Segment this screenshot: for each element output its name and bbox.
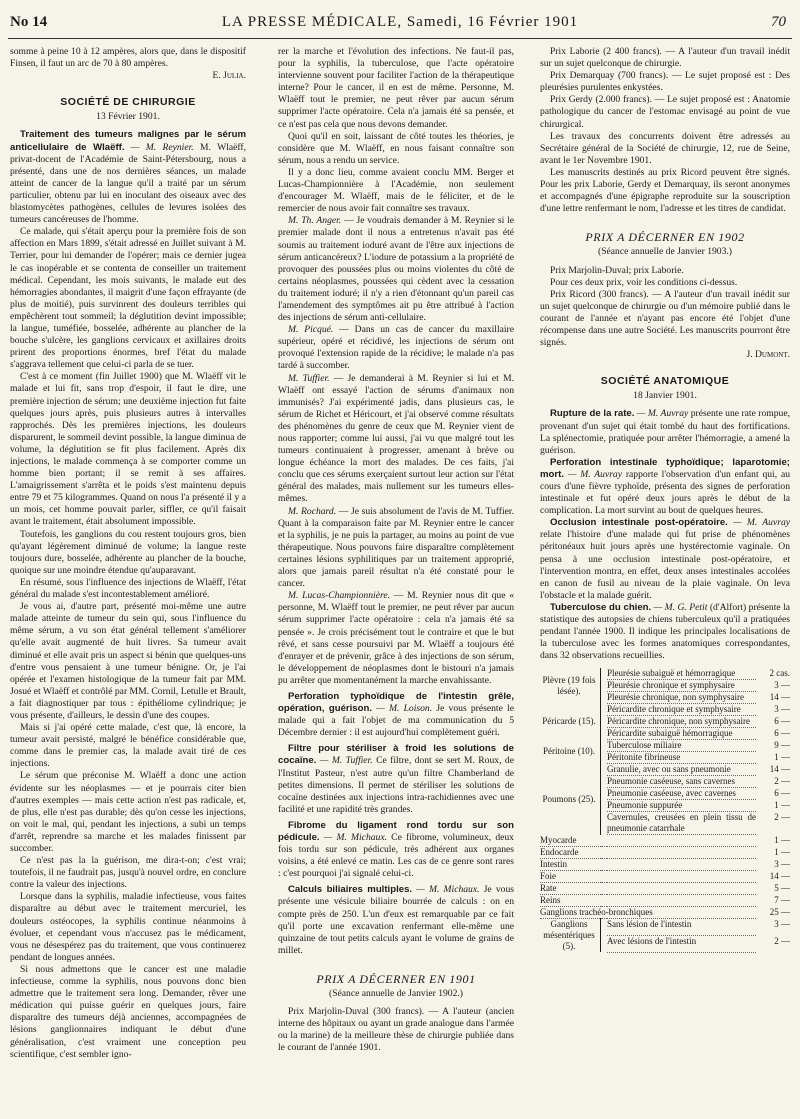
discussion-rochard: M. Rochard. — Je suis absolument de l'avis de M. Tuffier. Quant à la comparaison faite par M. Reynier entre le cancer et la syphilis, je ne puis la partager, au moins au point de vue thérapeutique. Nous pouvons faire disparaître complètement certaines lésions syphilitiques par un traitement approprié, alors que jamais pareil résultat n'a été constaté pour le cancer. [278,505,514,590]
speaker-name: M. Tuffier. [288,372,330,384]
stat-label: Myocarde [540,835,756,847]
stat-group-label: Péritoine (10). [543,746,595,757]
intro-text: somme à peine 10 à 12 ampères, alors que, dans le dispositif Finsen, il faut un arc de 70 à 80 ampères. [10,46,246,70]
discussion-picque: M. Picqué. — Dans un cas de cancer du maxillaire supérieur, opéré et récidivé, les injections de sérum ont provoqué l'extension rapide de la récidive; le malade n'a pas tardé à succomber. [278,324,514,372]
page-number: 70 [771,14,786,30]
paragraph: Lorsque dans la syphilis, maladie infectieuse, vous faites disparaître au début avec le traitement mercuriel, les douleurs ostéocopes, la syphilis continue néanmoins à évoluer, et cependant vous n'accusez pas le médicament, vous ne désespérez pas du traitement, que vous continuerez pendant de longues années. [10,891,246,963]
section-heading-chirurgie: SOCIÉTÉ DE CHIRURGIE [60,96,196,109]
stat-count: 14 — [769,870,790,881]
paragraph: Quoi qu'il en soit, laissant de côté toutes les théories, je considère que M. Wlaëff, en nous faisant connaître son sérum, nous a rendu un service. [278,130,514,166]
table-row [540,835,790,847]
stat-count: 1 — [774,834,790,845]
stat-label: Endocarde [540,847,756,859]
stat-count: 2 cas. [769,668,790,679]
paragraph: Pour ces deux prix, voir les conditions ci-dessus. [550,276,738,288]
communication-auvray-occlusion: Occlusion intestinale post-opératoire. — M. Auvray relate l'histoire d'une malade qui fut prise de phénomènes péritonéaux huit jours après une hystérectomie vaginale. On pensa à une occlusion intestinale post-opératoire, et l'intervention montra, en effet, deux anses intestinales accolées en canon de fusil au niveau de la plaie vaginale. On leva l'obstacle et la malade guérit. [540,517,790,601]
stat-label: Intestin [540,859,756,871]
stat-count: 2 — [774,775,790,786]
section-date: 18 Janvier 1901. [633,390,697,402]
article-author: — M. Reynier. [130,141,194,153]
table-row [540,883,790,895]
stat-count: 3 — [774,918,790,929]
stat-count: 1 — [774,799,790,810]
discussion-anger: M. Th. Anger. — Je voudrais demander à M. Reynier si le premier malade dont il nous a entretenus n'avait pas été soumis au traitement ioduré avant de l'être aux injections de sérum anticancéreux? L'iodure de potassium a la propriété de provoquer des poussées plus ou moins violentes du côté de certains néoplasmes, poussées qui cèdent avec la cessation du traitement ioduré; il n'y a rien d'étonnant qu'un pareil cas l'amendement des symptômes ait pu être attribué à l'action des injections de sérum anti-cellulaire. [278,215,514,324]
paragraph: rer la marche et l'évolution des infections. Ne faut-il pas, pour la syphilis, la tuberculose, que l'acte opératoire intervienne souvent pour faciliter l'action de la thérapeutique interne? Pour le cancer, il en est de même. Personne, M. Wlaëff tout le premier, ne peut rêver par aucun sérum supprimer l'acte opératoire. Cela n'a jamais été sa pensée, et ce n'est pas cela que nous devons demander. [278,46,514,130]
stat-label: Tuberculose miliaire [607,740,756,752]
paragraph: Prix Marjolin-Duval; prix Laborie. [550,264,684,276]
paragraph: Il y a donc lieu, comme avaient conclu MM. Berger et Lucas-Championnière à l'Académie, non seulement d'encourager M. Wlaëff, mais de le féliciter, et de le remercier de nous avoir fait connaître ses travaux. [278,166,514,215]
column-1 [10,46,246,1114]
column-2 [278,46,514,1114]
stat-label: Granulie, avec ou sans pneumonie [607,764,756,776]
paragraph: Mais si j'ai opéré cette malade, c'est que, là encore, la tumeur avait persisté, malgré le bénéfice considérable que, comme dans le premier cas, la malade avait tiré de ces injections. [10,722,246,770]
column-3 [540,46,790,1114]
stat-count: 6 — [774,787,790,798]
stat-count: 25 — [769,906,790,917]
prix-1902-heading: PRIX A DÉCERNER EN 1902 [585,230,745,245]
table-row [540,895,790,907]
stat-label: Rate [540,883,756,895]
tuberculosis-statistics-table [540,668,790,953]
stat-label: Pneumonie caséeuse, sans cavernes [607,776,756,788]
stat-label: Péritonite fibrineuse [607,752,756,764]
paragraph: Les travaux des concurrents doivent être adressés au Secrétaire général de la Société de chirurgie, 12, rue de Seine, avant le 1er Novembre 1901. [540,130,790,166]
table-row [540,871,790,883]
prix-laborie: Prix Laborie (2 400 francs). — A l'auteur d'un travail inédit sur un sujet quelconque de chirurgie. [540,46,790,70]
prix-demarquay: Prix Demarquay (700 francs). — Le sujet proposé est : Des pleurésies purulentes enkystées. [540,70,790,94]
article-title: Traitement des tumeurs malignes par le sérum anticellulaire de Wlaëff. [10,129,246,153]
paragraph: Prix Ricord (300 francs). — A l'auteur d'un travail inédit sur un sujet quelconque de chirurgie ou d'un mémoire publié dans le courant de l'année et n'ayant pas encore été l'objet d'une récompense dans une autre Société. Les manuscrits pourront être signés. [540,288,790,349]
paragraph: Ce n'est pas la la guérison, me dira-t-on; c'est vrai; toutefois, il ne faudrait pas, jusqu'à nouvel ordre, en conclure contre la valeur des injections. [10,855,246,891]
stat-count: 14 — [769,763,790,774]
signature-dumont: J. Dumont. [746,349,790,361]
stat-group-label: Péricarde (15). [542,716,596,727]
stat-count: 3 — [774,679,790,690]
table-row [540,704,790,716]
table-row [540,668,790,680]
prix-gerdy: Prix Gerdy (2.000 francs). — Le sujet proposé est : Anatomie pathologique du cancer de l'estomac envisagé au point de vue chirurgical. [540,94,790,130]
article-paragraph: Traitement des tumeurs malignes par le sérum anticellulaire de Wlaëff. — M. Reynier. M. Wlaëff, privat-docent de l'Académie de Saint-Pétersbourg, nous a présenté, dans une de nos dernières séances, un malade atteint de cancer de la langue qu'il a traité par un sérum particulier, obtenu par lui en inoculant des oiseaux avec des blastomycètes pathogènes, cellules de levures isolées des tumeurs cancéreuses de l'homme. [10,129,246,226]
stat-label: Pneumonie suppurée [607,800,756,812]
paragraph: Si nous admettons que le cancer est une maladie infectieuse, comme la syphilis, nous pouvons donc bien admettre que le traitement sera long. Demander, rêver une médication qui puisse guérir en quelques jours, faire disparaître des tumeurs déjà anciennes, accompagnées de lésions ganglionnaires indiquant le début d'une généralisation, c'est vraiment une conception peu scientifique, c'est sembler igno- [10,963,246,1060]
paragraph: En résumé, sous l'influence des injections de Wlaëff, l'état général du malade s'est incontestablement amélioré. [10,576,246,601]
stat-count: 14 — [769,691,790,702]
stat-label: Sans lésion de l'intestin [607,919,756,936]
stat-count: 7 — [774,894,790,905]
paragraph: Ce malade, qui s'était aperçu pour la première fois de son affection en Mars 1899, s'était adressé en Juillet suivant à M. Terrier, pour lui demander de l'opérer; mais ce dernier jugea le cas inopérable et se contenta de conseiller un traitement médical. Cependant, les mois suivants, le malade eut des hémorragies abondantes, il maigrit d'une façon effrayante (de plus de moitié), puis survinrent des douleurs terribles qui empêchèrent tout sommeil; la déglutition devint impossible; la langue, tuméfiée, bosselée, adhérente au plancher de la bouche s'ulcère, les ganglions cervicaux et axillaires droits prirent des proportions énormes, bref l'état du malade s'aggrava tellement que celui-ci parla de se tuer. [10,226,246,371]
stat-label: Avec lésions de l'intestin [607,936,756,953]
table-row [540,764,790,776]
intro-signature: E. Julia. [212,70,246,82]
stat-group-label: Poumons (25). [542,793,596,804]
issue-number: No 14 [10,14,48,30]
stat-count: 9 — [774,739,790,750]
stat-count: 6 — [774,727,790,738]
table-row [540,859,790,871]
stat-count: 1 — [774,751,790,762]
stat-label: Pleurésie chronique, non symphysaire [607,692,756,704]
prix-1902-subtitle: (Séance annuelle de Janvier 1903.) [598,246,732,258]
stat-group-label: Ganglions mésentériques (5). [543,919,595,952]
paragraph: Le sérum que préconise M. Wlaëff a donc une action évidente sur les néoplasmes — et je pourrais citer bien d'autres exemples — mais cette action n'est pas radicale, et, de plus, elle n'est pas durable; dès qu'on cesse les injections, on voit le mal, qui, pendant les injections, a subi un temps d'arrêt, reprendre sa marche et les malades finissent par succomber. [10,770,246,854]
section-date: 13 Février 1901. [96,111,160,123]
stat-label: Péricardite chronique et symphysaire [607,704,756,716]
header-rule [8,38,792,39]
speaker-name: M. Th. Anger. [288,215,342,227]
journal-title: LA PRESSE MÉDICALE, Samedi, 16 Février 1901 [221,14,579,30]
stat-label: Pneumonie caséeuse, avec cavernes [607,788,756,800]
speaker-name: M. Picqué. [288,324,334,336]
communication-michaux-calculs: Calculs biliaires multiples. — M. Michaux. Je vous présente une vésicule biliaire bourrée de calculs : on en compte près de 250. L'un d'eux est remarquable par ce fait qu'il porte une excavation renfermant elle-même une quinzaine de tout petits calculs ayant le volume de grains de millet. [278,884,514,956]
discussion-lucas: M. Lucas-Championnière. — M. Reynier nous dit que « personne, M. Wlaëff tout le premier, ne peut rêver par aucun sérum supprimer l'acte opératoire : cela n'a jamais été sa pensée ». Je crois précisément tout le contraire et que le but rêvé, et sans cesse poursuivi par M. Wlaëff a toujours été d'enrayer et de prévenir, grâce à des injections de son sérum, le développement de néoplasmes dont le bistouri n'a jamais pu arrêter que momentanément la marche envahissante. [278,590,514,686]
prix-1901-heading: PRIX A DÉCERNER EN 1901 [316,971,476,986]
stat-count: 5 — [774,882,790,893]
table-row [540,907,790,919]
speaker-name: M. Lucas-Championnière. [288,590,390,602]
speaker-name: M. Rochard. [288,505,337,517]
communication-loison: Perforation typhoïdique de l'intestin grêle, opération, guérison. — M. Loison. Je vous présente le malade qui a fait l'objet de ma communication du 5 Décembre dernier : il est aujourd'hui complètement guéri. [278,690,514,739]
stat-label: Pleurésie subaiguë et hémorragique [607,668,756,680]
stat-count: 3 — [774,858,790,869]
table-row [540,847,790,859]
stat-label: Reins [540,895,756,907]
stat-count: 2 — [774,935,790,946]
prix-1901-text: Prix Marjolin-Duval (300 francs). — A l'auteur (ancien interne des hôpitaux ou ayant un grade analogue dans l'armée ou la marine) de la meilleure thèse de chirurgie publiée dans le courant de l'année 1901. [278,1006,514,1054]
communication-auvray-perforation: Perforation intestinale typhoïdique; laparotomie; mort. — M. Auvray rapporte l'observation d'un enfant qui, au cours d'une fièvre typhoïde, présenta des signes de perforation intestinale et fut opéré deux jours après le début de la complication. La mort survint au bout de quelques heures. [540,456,790,517]
stat-group-label: Plèvre (19 fois lésée). [542,675,596,697]
communication-auvray-rate: Rupture de la rate. — M. Auvray présente une rate rompue, provenant d'un sujet qui était tombé du haut des fortifications. La splénectomie, pratiquée pour arrêter l'hémorragie, a amené la guérison. [540,408,790,456]
section-heading-anatomique: SOCIÉTÉ ANATOMIQUE [600,375,730,388]
communication-petit: Tuberculose du chien. — M. G. Petit (d'Alfort) présente la statistique des autopsies de chiens tuberculeux qu'il a pratiquées pendant l'année 1900. Il indique les principales localisations de la tuberculose avec les formes anatomiques correspondantes, dans 32 observations recueillies. [540,601,790,662]
prix-1901-subtitle: (Séance annuelle de Janvier 1902.) [329,988,463,1000]
stat-count: 3 — [774,703,790,714]
page-header [0,14,800,38]
stat-count: 6 — [774,715,790,726]
paragraph: Toutefois, les ganglions du cou restent toujours gros, bien qu'ayant légèrement diminué de volume; la langue reste toujours dure, bosselée, adhérente au plancher de la bouche, quoique sur une moindre étendue qu'auparavant. [10,528,246,576]
paragraph: Je vous ai, d'autre part, présenté moi-même une autre malade atteinte de tumeur du sein qui, sous l'influence du même sérum, a vu son état général tellement s'améliorer qu'elle avait augmenté de huit livres. Sa tumeur avait diminué et elle avait pris un aspect si bénin que quelques-uns d'entre vous pensaient à une tumeur bénigne. Or, je l'ai opérée et l'examen histologique de la tumeur fait par MM. Josué et Wlaëff et contrôlé par MM. Cornil, Letulle et Brault, a fait diagnostiquer par tous : épithéliome cylindrique; je vous présente, d'ailleurs, le dessin d'une des coupes. [10,601,246,721]
paragraph: C'est à ce moment (fin Juillet 1900) que M. Wlaëff vit le malade et lui fit, sans trop d'espoir, il faut le dire, une première injection de sérum; une deuxième injection fut faite quelques jours après, puis plusieurs autres à intervalles rapprochés. Dès les premières injections, les douleurs disparurent, le sommeil devint possible, la langue diminua de volume, la déglutition se fit plus facilement. Après dix injections, le malade commença à se comporter comme un homme bien portant; il se remit à ses affaires. L'amaigrissement s'arrêta et le poids s'est maintenu depuis entre 79 et 75 kilogrammes. Quand on nous l'a présenté il y a un mois, cet homme pouvait parler, siffler, ce qu'il faisait avant le traitement, était absolument impossible. [10,371,246,528]
paragraph: Les manuscrits destinés au prix Ricord peuvent être signés. Pour les prix Laborie, Gerdy et Demarquay, ils seront anonymes et accompagnés d'une épigraphe reproduite sur la souscription d'une lettre renfermant le nom, l'adresse et les titres de candidat. [540,166,790,215]
stat-label: Péricardite subaiguë hémorragique [607,728,756,740]
stat-count: 1 — [774,846,790,857]
communication-michaux-fibrome: Fibrome du ligament rond tordu sur son pédicule. — M. Michaux. Ce fibrome, volumineux, deux fois tordu sur son pédicule, très adhérent aux organes voisins, a été enlevé ce matin. Les cas de ce genre sont rares : c'est pourquoi j'ai signalé celui-ci. [278,819,514,880]
stat-label: Cavernules, creusées en plein tissu de pneumonie catarrhale [607,812,756,834]
stat-label: Ganglions trachéo-bronchiques [540,907,756,919]
table-row [540,740,790,752]
stat-label: Pleurésie chronique et symphysaire [607,680,756,692]
stat-count: 2 — [774,811,790,822]
table-row [540,919,790,936]
communication-tuffier: Filtre pour stériliser à froid les solutions de cocaïne. — M. Tuffier. Ce filtre, dont se sert M. Roux, de l'Institut Pasteur, n'est autre qu'un filtre Chamberland de petites dimensions. Il permet de stériliser les solutions de cocaïne destinées aux injections intra-rachidiennes avec une facilité et une rapidité très grandes. [278,743,514,815]
stat-label: Foie [540,871,756,883]
stat-label: Péricardite chronique, non symphysaire [607,716,756,728]
discussion-tuffier: M. Tuffier. — Je demanderai à M. Reynier si lui et M. Wlaëff ont essayé l'action de sérums d'animaux non immunisés? J'ai expérimenté jadis, dans plusieurs cas, le sérum de Richet et Héricourt, et j'ai observé comme résultats des phénomènes du genre de ceux que M. Reynier vient de nous rapporter; comme lui aussi, j'ai vu que malgré tout les tumeurs continuaient à progresser, amenant à brève ou longue échéance la mort des malades. De ces faits, j'ai conclu que ces sérums exerçaient surtout leur action sur l'état général des malades, mais nullement sur les tumeurs elles-mêmes. [278,372,514,505]
